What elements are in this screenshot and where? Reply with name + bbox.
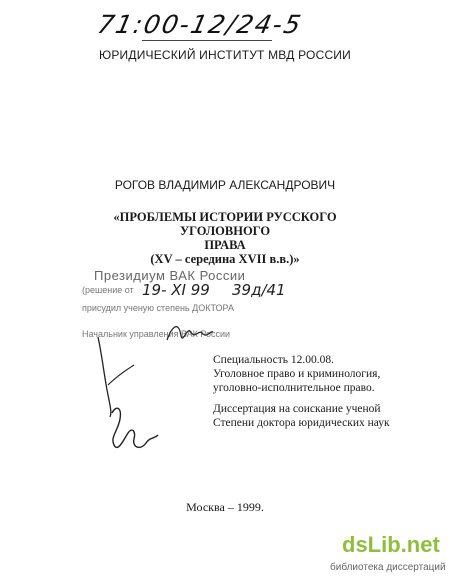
dslib-logo: dsLib.net [342,532,440,557]
title-line-3: (XV – середина XVII в.в.)» [150,252,300,266]
dissertation-degree-block [213,402,413,430]
title-line-1: «ПРОБЛЕМЫ ИСТОРИИ РУССКОГО УГОЛОВНОГО [113,210,337,238]
specialty-block [213,353,413,395]
signature-lower [88,335,168,460]
stamp-head: Начальник управления ВАК России [82,329,231,339]
stamp-degree: присудил ученую степень ДОКТОРА [82,303,234,313]
dissertation-line-1: Диссертация на соискание ученой [213,403,381,415]
dslib-watermark[interactable] [330,532,448,578]
stamp-date-handwritten: 19- XI 99 [142,281,210,299]
specialty-line-2: Уголовное право и криминология, [213,368,381,380]
code-underline [142,40,272,41]
archive-code-handwritten: 71:00-12/24-5 [94,10,306,39]
signature-upper [165,318,215,348]
stamp-number-handwritten: 39д/41 [232,281,286,299]
specialty-line-3: уголовно-исполнительное право. [213,382,375,394]
city-year: Москва – 1999. [186,500,264,514]
institute-name: ЮРИДИЧЕСКИЙ ИНСТИТУТ МВД РОССИИ [99,48,351,62]
dslib-subtitle: библиотека диссертаций [330,562,446,573]
stamp-title: Президиум ВАК России [94,268,246,283]
specialty-line-1: Специальность 12.00.08. [213,354,334,366]
stamp-date-prefix: (решение от [82,285,134,295]
dissertation-title [70,210,380,266]
dissertation-line-2: Степени доктора юридических наук [213,417,390,429]
author-name: РОГОВ ВЛАДИМИР АЛЕКСАНДРОВИЧ [114,178,336,192]
title-line-2: ПРАВА [204,238,246,252]
